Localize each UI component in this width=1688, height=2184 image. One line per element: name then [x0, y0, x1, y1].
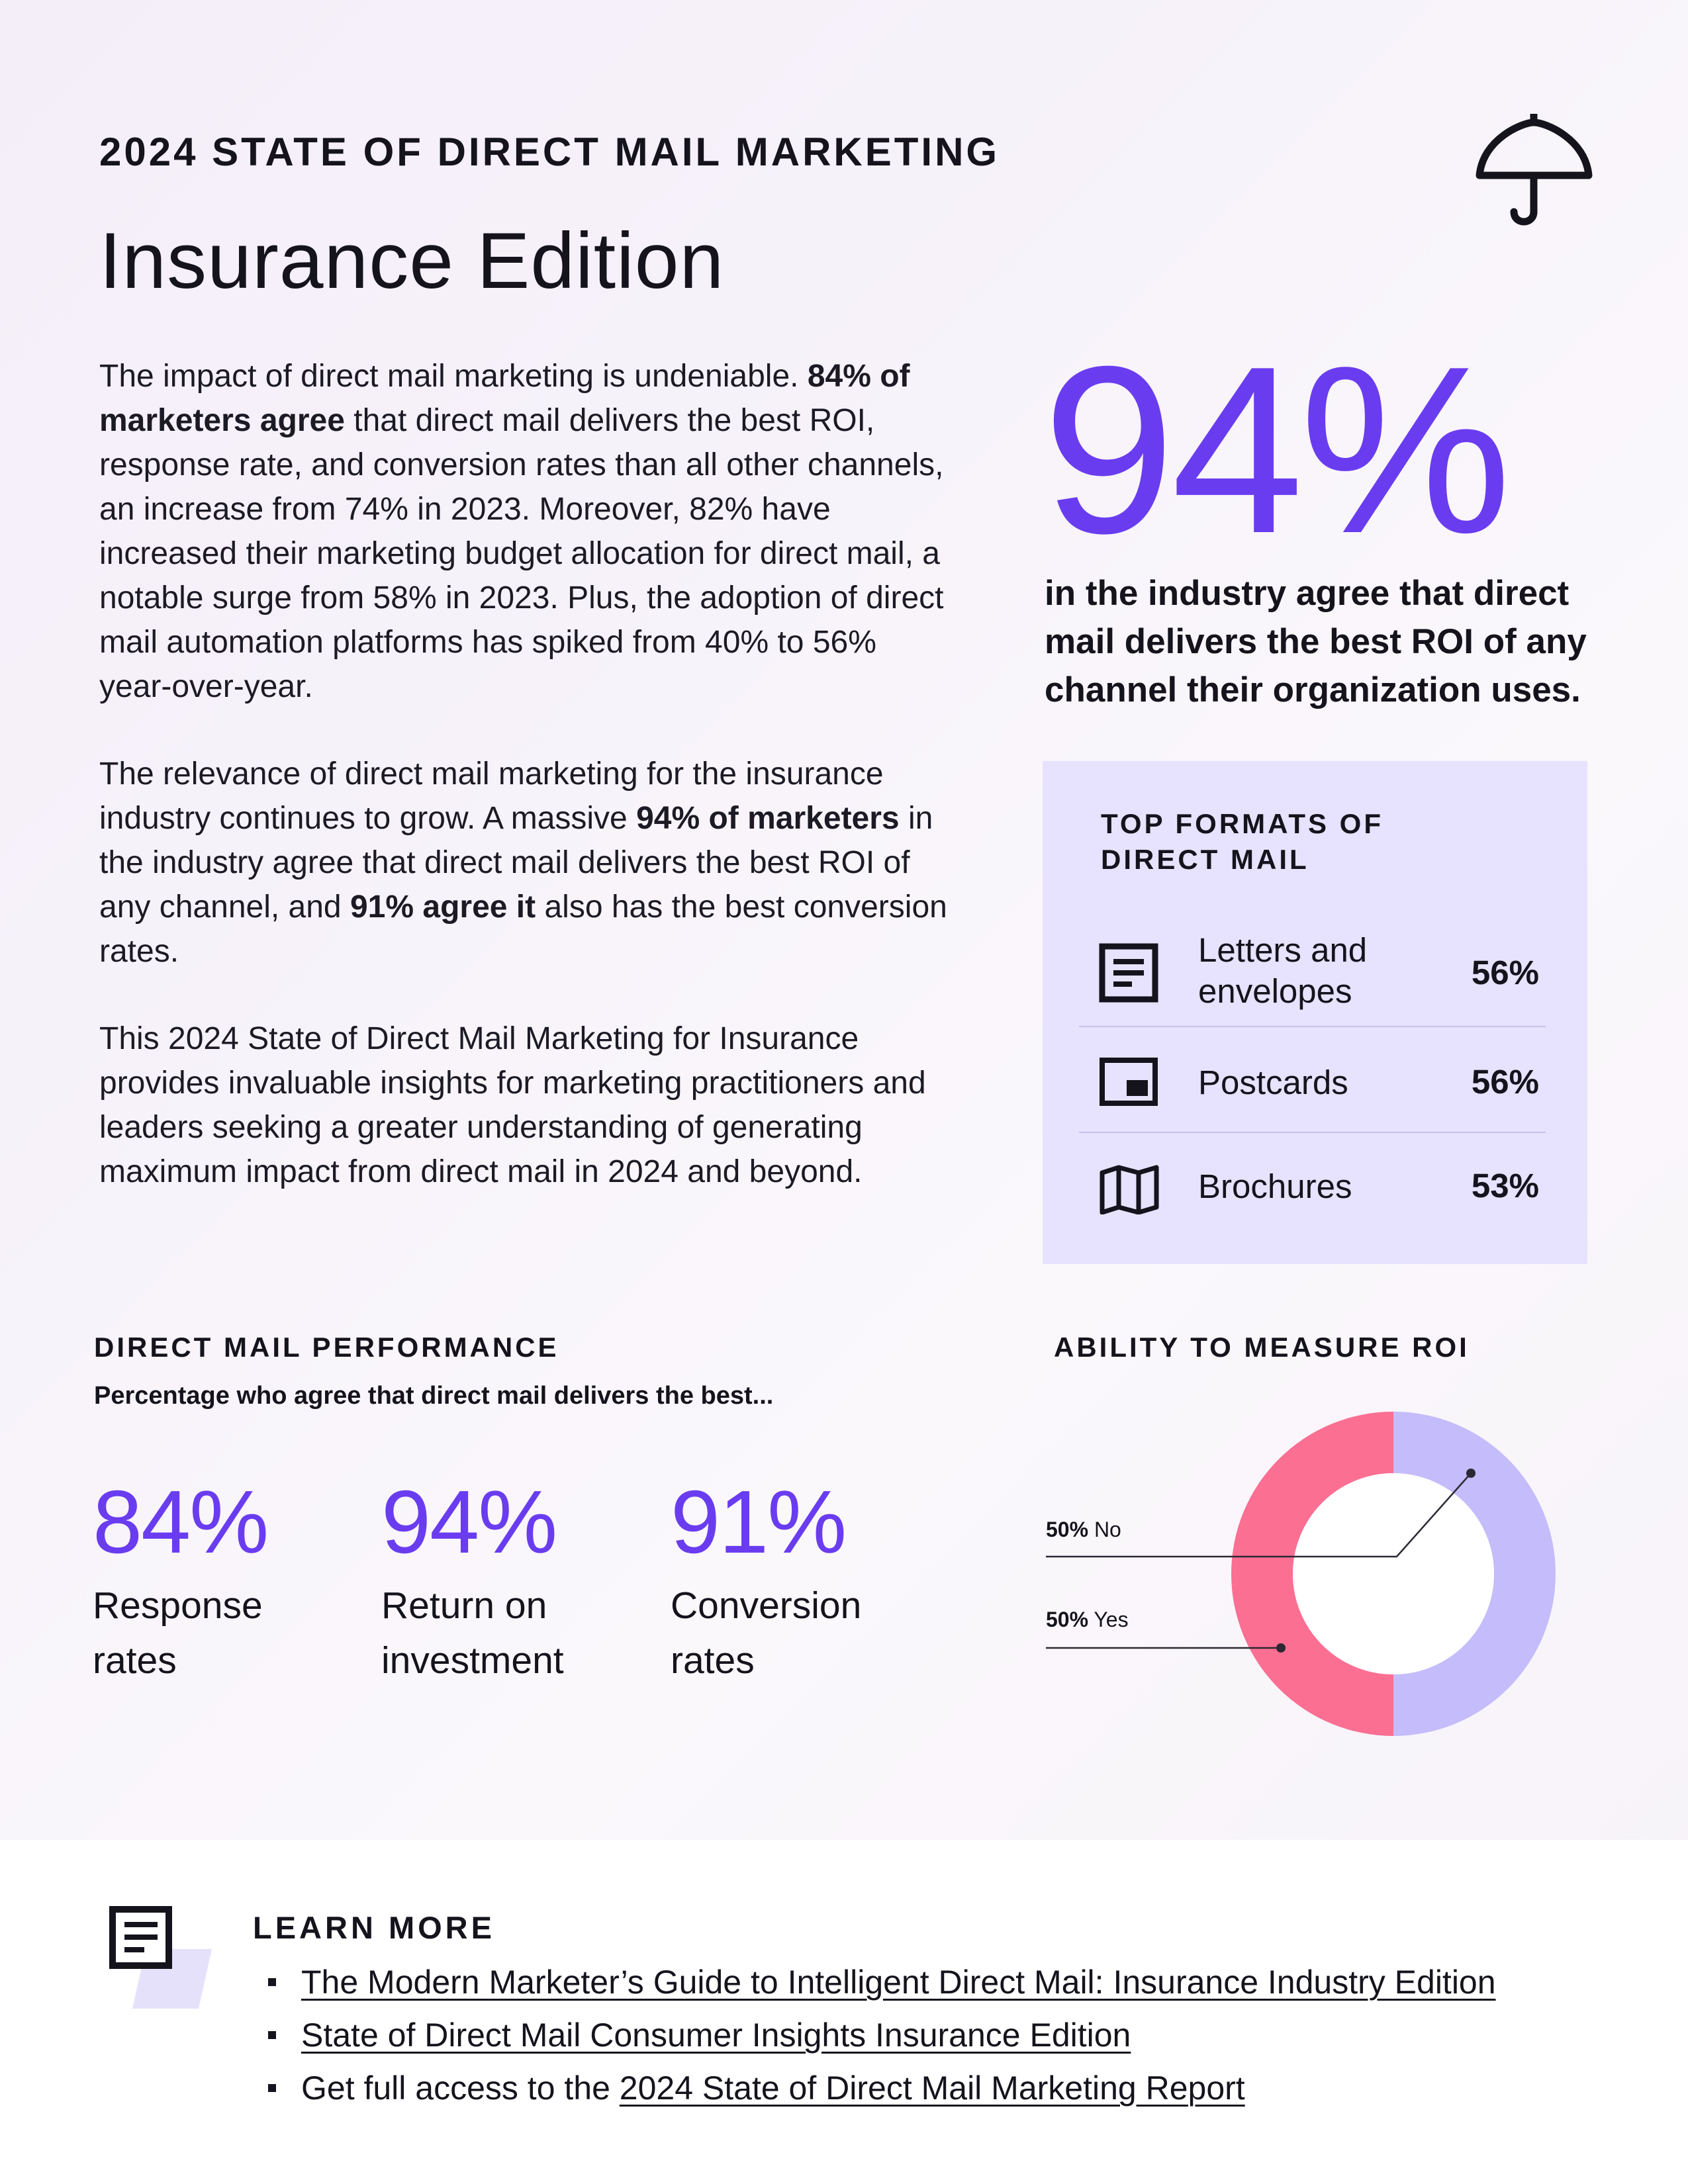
umbrella-icon	[1473, 113, 1595, 228]
letter-icon	[1099, 943, 1158, 1003]
performance-title: DIRECT MAIL PERFORMANCE	[94, 1332, 559, 1363]
format-row-brochures	[1079, 1138, 1546, 1238]
stat-label: Return on investment	[381, 1584, 564, 1682]
format-label: Letters and envelopes	[1198, 931, 1368, 1010]
leader-dot	[1466, 1469, 1476, 1478]
report-eyebrow: 2024 STATE OF DIRECT MAIL MARKETING	[99, 130, 1000, 174]
format-row-letters	[1079, 913, 1546, 1019]
format-divider	[1079, 1026, 1546, 1027]
learn-more-title: LEARN MORE	[253, 1910, 495, 1945]
top-formats-title: TOP FORMATS OF DIRECT MAIL	[1101, 808, 1384, 875]
stat-label: Conversion rates	[671, 1584, 862, 1682]
learn-more-links	[268, 1956, 1658, 2115]
top-formats-box	[1043, 761, 1587, 1264]
stat-label: Response rates	[93, 1584, 263, 1682]
highlight-stat-text: in the industry agree that direct mail delivers the best ROI of any channel their organization uses.	[1045, 574, 1587, 709]
donut-label: 50% No	[1046, 1518, 1121, 1541]
full-report-link[interactable]: 2024 State of Direct Mail Marketing Report	[619, 2070, 1245, 2107]
stat-value: 91%	[671, 1472, 846, 1572]
format-label: Postcards	[1198, 1064, 1348, 1101]
stat-value: 84%	[93, 1472, 268, 1572]
performance-subtitle: Percentage who agree that direct mail delivers the best...	[94, 1382, 774, 1410]
format-divider	[1079, 1132, 1546, 1133]
format-label: Brochures	[1198, 1167, 1352, 1205]
intro-text	[99, 354, 953, 1237]
format-value: 53%	[1471, 1167, 1539, 1205]
page-title: Insurance Edition	[99, 216, 725, 305]
donut-label: 50% Yes	[1046, 1608, 1129, 1631]
highlight-stat-value: 94%	[1043, 317, 1508, 583]
list-item	[268, 2009, 1658, 2062]
format-value: 56%	[1471, 954, 1539, 991]
guide-link[interactable]: The Modern Marketer’s Guide to Intelligent Direct Mail: Insurance Industry Edition	[301, 1964, 1496, 2001]
postcard-icon	[1099, 1057, 1158, 1107]
document-icon	[106, 1903, 218, 2009]
brochure-map-icon	[1099, 1165, 1160, 1214]
intro-paragraph-2: The relevance of direct mail marketing for the insurance industry continues to grow. A massive 94% of marketers in the industry agree that direct mail delivers the best ROI of any channel, and 91% agree it also has the best conversion rates.	[99, 756, 947, 969]
list-item	[268, 1956, 1658, 2009]
format-value: 56%	[1471, 1063, 1539, 1101]
intro-paragraph-3: This 2024 State of Direct Mail Marketing for Insurance provides invaluable insights for marketing practitioners and leaders seeking a greater understanding of generating maximum impact from direct mail in 2024 and beyond.	[99, 1021, 926, 1189]
roi-title: ABILITY TO MEASURE ROI	[1054, 1332, 1470, 1363]
performance-stat	[381, 1473, 600, 1688]
list-item: Get full access to the 2024 State of Direct Mail Marketing Report	[268, 2062, 1658, 2115]
donut-hole	[1293, 1473, 1494, 1674]
intro-paragraph-1: The impact of direct mail marketing is undeniable. 84% of marketers agree that direct mail delivers the best ROI, response rate, and conversion rates than all other channels, an increase from 74% in 2023. Moreover, 82% have increased their marketing budget allocation for direct mail, a notable surge from 58% in 2023. Plus, the adoption of direct mail automation platforms has spiked from 40% to 56% year-over-year.	[99, 359, 944, 704]
stat-value: 94%	[381, 1472, 557, 1572]
leader-dot	[1276, 1643, 1286, 1653]
roi-donut-chart	[1046, 1390, 1575, 1774]
performance-stat	[671, 1473, 889, 1688]
consumer-insights-link[interactable]: State of Direct Mail Consumer Insights Insurance Edition	[301, 2017, 1131, 2054]
performance-stat	[93, 1473, 291, 1688]
format-row-postcards	[1079, 1032, 1546, 1132]
